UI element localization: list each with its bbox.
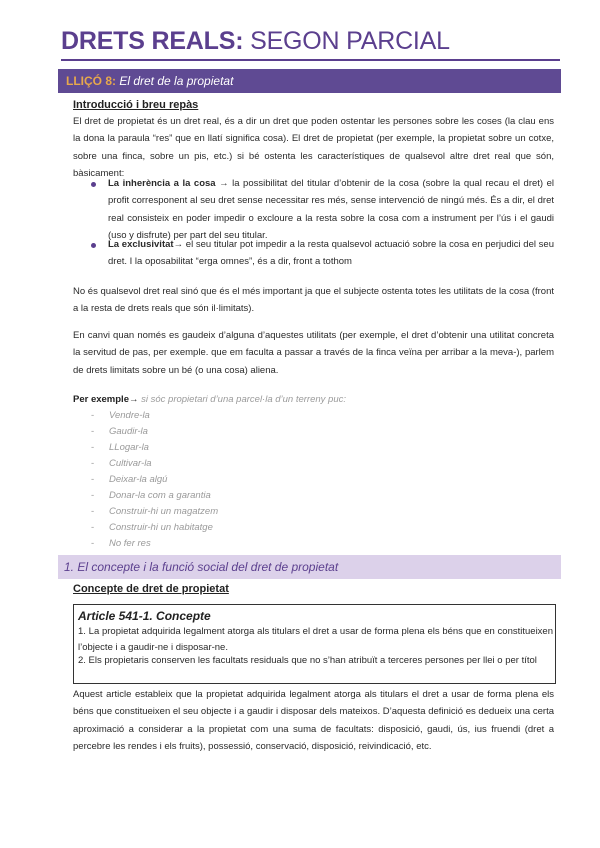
example-item: - Deixar-la algú — [91, 474, 168, 485]
example-item: - No fer res — [91, 538, 151, 549]
bullet-label: La inherència a la cosa — [108, 178, 216, 189]
example-item: - LLogar-la — [91, 442, 149, 453]
example-item: - Vendre-la — [91, 410, 150, 421]
example-item: - Cultivar-la — [91, 458, 152, 469]
example-item: - Donar-la com a garantia — [91, 490, 211, 501]
bullet-text: la possibilitat del titular d’obtenir de la cosa (sobre la qual recau el dret) el profit corresponent al seu dret sense necessitar res més, sense intervenció de ningú més. És a dir, el dret real consisteix en poder impedir o excloure a la resta sobre la cosa com a instrument per l’ús i el gaudi (uso y disfrute) per part del seu titular. — [108, 178, 555, 241]
example-arrow: → — [128, 394, 142, 405]
title-rest: SEGON PARCIAL — [243, 27, 450, 55]
closing-paragraph: Aquest article estableix que la propietat adquirida legalment atorga als titulars el dret a usar de forma plena els béns que constitueixen el seu objecte i a gaudir i disposar dels mateixos. D’aquesta definició es dedueix una certa aproximació a considerar a la propietat com una suma de facultats: disposició, gaudi, ús, ius fruendi (dret a percebre les rendes i els fruits), possessió, conservació, disposició, reivindicació, etc. — [73, 689, 554, 752]
example-item: - Gaudir-la — [91, 426, 148, 437]
example-item: - Construir-hi un habitatge — [91, 522, 213, 533]
intro-paragraph-2: No és qualsevol dret real sinó que és el més important ja que el subjecte ostenta totes les utilitats de la cosa (front a la resta de drets reals que són il·limitats). — [73, 286, 554, 315]
example-item: - Construir-hi un magatzem — [91, 506, 219, 517]
bullet-label: La exclusivitat — [108, 239, 174, 250]
article-paragraph-2: 2. Els propietaris conserven les facultats residuals que no s’han atribuït a terceres persones per llei o per títol — [78, 655, 537, 666]
bullet-arrow: → — [173, 239, 186, 250]
intro-paragraph-1: El dret de propietat és un dret real, és a dir un dret que poden ostentar les persones sobre les coses (la clau ens la dona la paraula “res” que en llatí significa cosa). El dret de propietat (per exemple, la propietat sobre un cotxe, sobre una finca, sobre un pis, etc.) si bé ostenta les característiques de qualsevol altre dret real que són, bàsicament: — [73, 116, 554, 179]
example-text: si sóc propietari d’una parcel·la d’un terreny puc: — [141, 394, 347, 405]
bullet-dot — [91, 182, 96, 187]
intro-paragraph-3: En canvi quan només es gaudeix d’alguna d’aquestes utilitats (per exemple, el dret d’obtenir una utilitat concreta la servitud de pas, per exemple. que em faculta a passar a través de la finca veïna per arribar a la meva-), parlem de drets limitats sobre un bé (o una cosa) aliena. — [73, 330, 554, 376]
concept-heading: Concepte de dret de propietat — [73, 583, 229, 595]
lesson-code: LLIÇÓ 8: — [66, 74, 116, 88]
bullet-exclusivity — [108, 236, 554, 271]
bullet-inherence — [108, 175, 554, 244]
intro-heading: Introducció i breu repàs — [73, 99, 199, 111]
bullet-arrow: → — [215, 178, 233, 189]
title-bold: DRETS REALS: — [61, 27, 244, 55]
bullet-dot — [91, 243, 96, 248]
document-title — [61, 26, 450, 56]
bullet-text: el seu titular pot impedir a la resta qualsevol actuació sobre la cosa en perjudici del seu dret. I la oposabilitat “erga omnes”, és a dir, front a tothom — [108, 239, 555, 268]
example-intro — [73, 393, 346, 407]
example-label: Per exemple — [73, 394, 129, 405]
lesson-name: El dret de la propietat — [116, 74, 234, 88]
article-title: Article 541-1. Concepte — [78, 609, 211, 623]
article-paragraph-1: 1. La propietat adquirida legalment atorga als titulars el dret a usar de forma plena els béns que en constitueixen l’objecte i a gaudir-ne i disposar-ne. — [78, 626, 553, 653]
section-1-header: 1. El concepte i la funció social del dret de propietat — [58, 555, 561, 579]
title-divider — [61, 59, 560, 61]
lesson-header — [58, 69, 561, 93]
